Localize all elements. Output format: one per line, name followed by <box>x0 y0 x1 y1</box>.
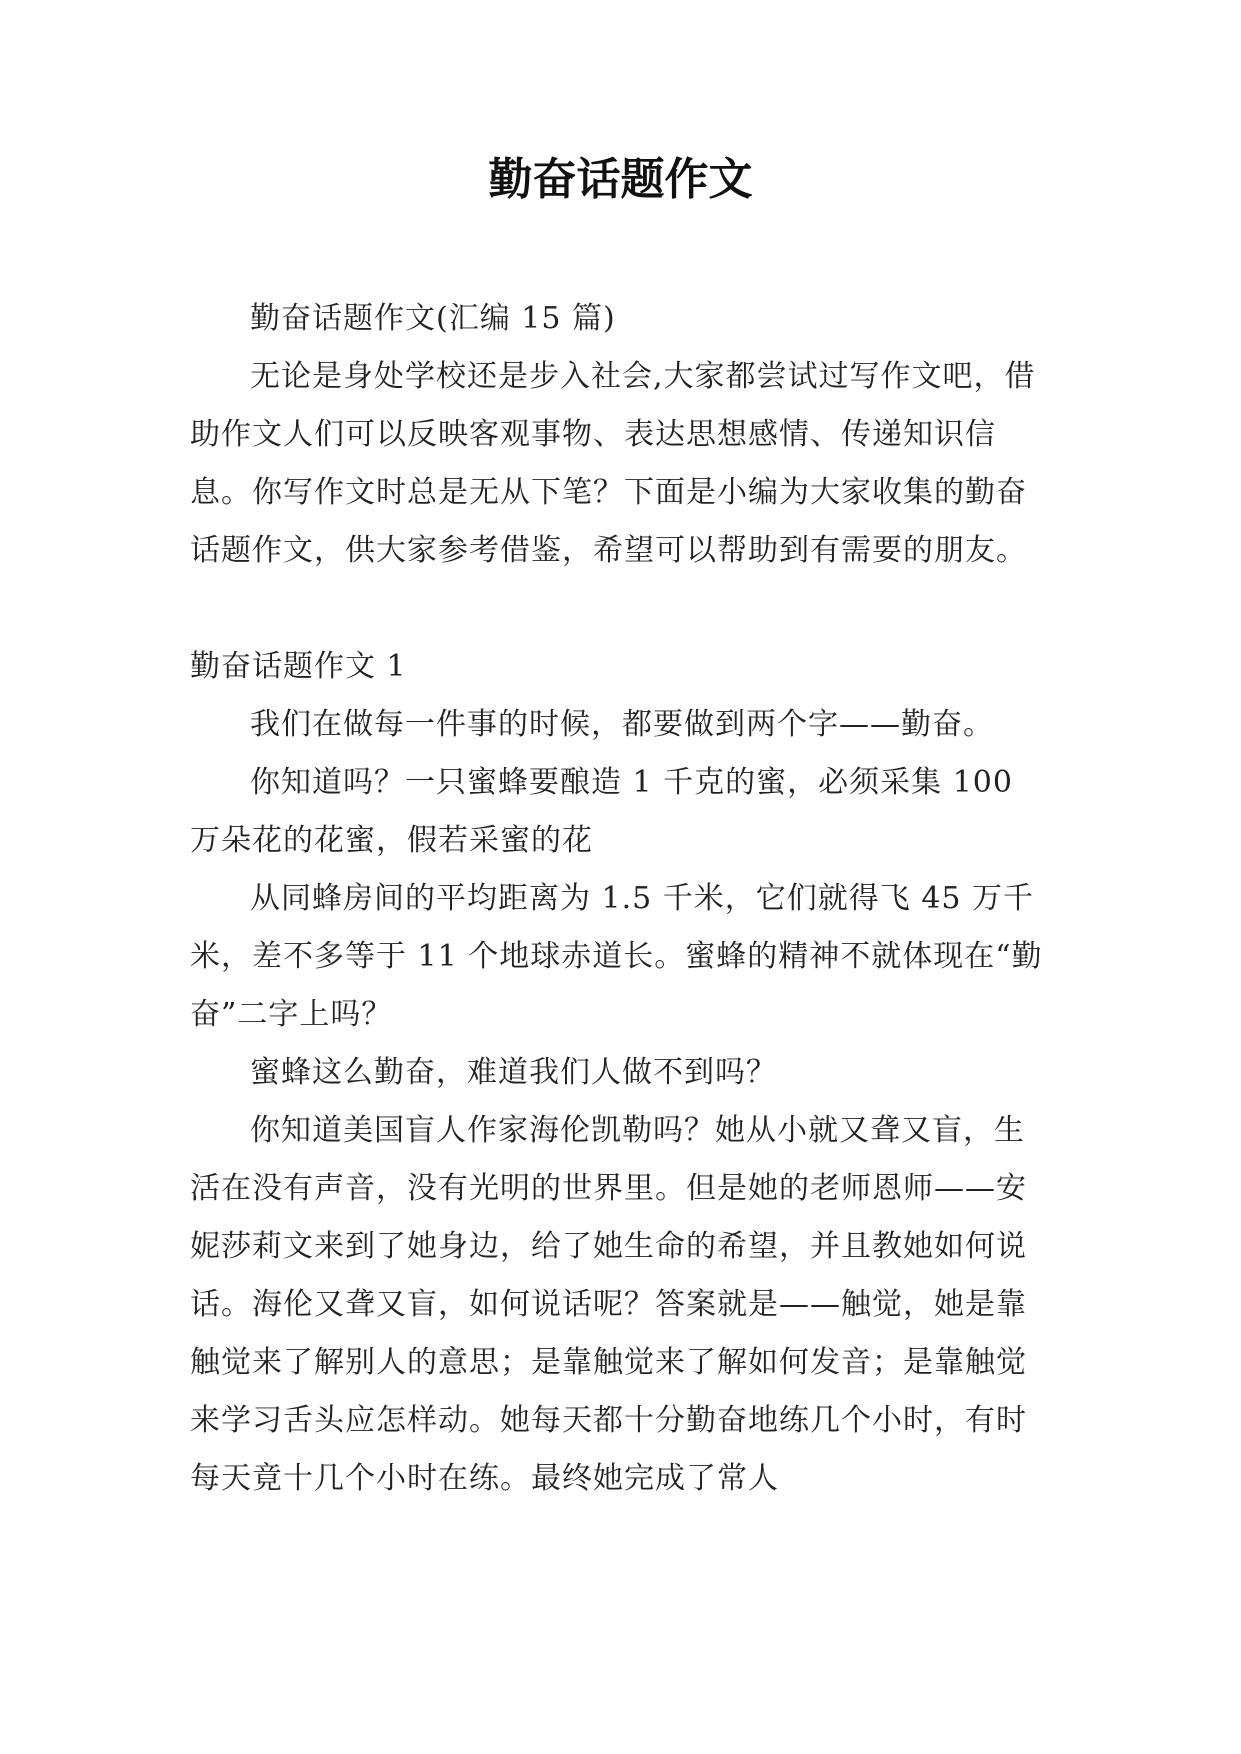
document-body <box>190 290 1050 1508</box>
section-heading: 勤奋话题作文 1 <box>190 649 407 684</box>
intro-heading: 勤奋话题作文(汇编 15 篇) <box>250 301 616 336</box>
document-title: 勤奋话题作文 <box>488 154 753 205</box>
body-paragraph: 你知道美国盲人作家海伦凯勒吗？她从小就又聋又盲，生活在没有声音，没有光明的世界里。但是她的老师恩师——安妮莎莉文来到了她身边，给了她生命的希望，并且教她如何说话。海伦又聋又盲，如何说话呢？答案就是——触觉，她是靠触觉来了解别人的意思；是靠触觉来了解如何发音；是靠触觉来学习舌头应怎样动。她每天都十分勤奋地练几个小时，有时每天竟十几个小时在练。最终她完成了常人 <box>190 1113 1027 1496</box>
intro-paragraph: 无论是身处学校还是步入社会,大家都尝试过写作文吧，借助作文人们可以反映客观事物、表达思想感情、传递知识信息。你写作文时总是无从下笔？下面是小编为大家收集的勤奋话题作文，供大家参考借鉴，希望可以帮助到有需要的朋友。 <box>190 359 1036 568</box>
body-paragraph: 从同蜂房间的平均距离为 1.5 千米，它们就得飞 45 万千米，差不多等于 11 个地球赤道长。蜜蜂的精神不就体现在“勤奋”二字上吗？ <box>190 881 1043 1032</box>
body-paragraph: 我们在做每一件事的时候，都要做到两个字——勤奋。 <box>250 707 994 742</box>
paragraph-spacer <box>190 580 1050 638</box>
body-paragraph: 蜜蜂这么勤奋，难道我们人做不到吗？ <box>250 1055 777 1090</box>
body-paragraph: 你知道吗？一只蜜蜂要酿造 1 千克的蜜，必须采集 100 万朵花的花蜜，假若采蜜的花 <box>190 765 1013 858</box>
